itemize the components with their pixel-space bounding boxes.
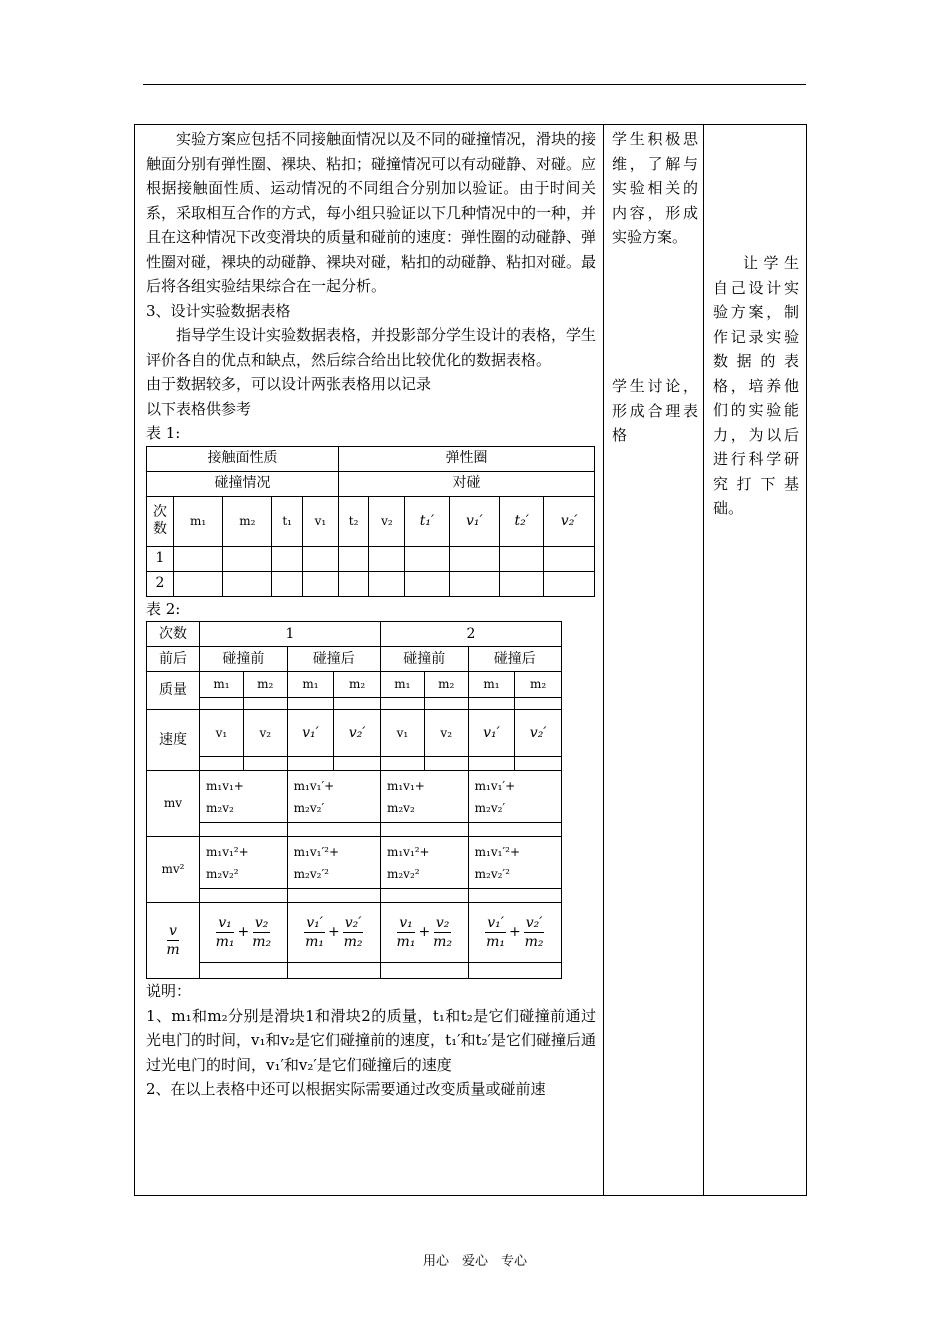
data-table-2 bbox=[146, 621, 562, 979]
expression-line: m₁v₁′+ bbox=[293, 778, 335, 793]
empty-data-cell bbox=[287, 889, 380, 903]
table-header-cell: 次数 bbox=[147, 496, 174, 546]
expression-line: m₁v₁′²+ bbox=[474, 844, 521, 859]
empty-data-cell bbox=[302, 571, 338, 596]
empty-data-cell bbox=[500, 546, 544, 571]
empty-data-cell bbox=[369, 546, 405, 571]
expression-line: m₁v₁+ bbox=[206, 778, 244, 793]
expression-cell bbox=[380, 903, 468, 963]
text-line: 以下表格供参考 bbox=[146, 399, 252, 418]
expression-line: m₁v₁′²+ bbox=[293, 844, 340, 859]
plus-sign: + bbox=[237, 924, 250, 940]
note-text: 1、m₁和m₂分别是滑块1和滑块2的质量，t₁和t₂是它们碰撞前通过光电门的时间，v₁和v₂是它们碰撞前的速度，t₁′和t₂′是它们碰撞后通过光电门的时间，v₁′和v₂′是它们碰撞后的速度 bbox=[146, 1006, 596, 1074]
table-cell: v₁ bbox=[380, 710, 424, 757]
empty-data-cell bbox=[338, 571, 368, 596]
denominator: m bbox=[166, 942, 180, 958]
expression-line: m₂v₂² bbox=[206, 866, 239, 881]
empty-data-cell bbox=[200, 963, 288, 979]
empty-data-cell bbox=[174, 571, 223, 596]
data-table-1 bbox=[146, 446, 595, 597]
row-number-cell: 2 bbox=[147, 571, 174, 596]
column-divider bbox=[603, 125, 604, 1195]
section-heading: 3、设计实验数据表格 bbox=[146, 301, 291, 320]
fraction bbox=[252, 914, 271, 951]
table-cell: mv bbox=[147, 771, 200, 837]
table-cell: m₁ bbox=[287, 672, 334, 698]
empty-data-cell bbox=[243, 757, 287, 771]
text-line: 由于数据较多，可以设计两张表格用以记录 bbox=[146, 375, 432, 393]
expression-cell bbox=[200, 837, 288, 889]
expression-line: m₂v₂² bbox=[386, 866, 420, 881]
paragraph-design: 指导学生设计实验数据表格，并投影部分学生设计的表格，学生评价各自的优点和缺点，然后综合给出比较优化的数据表格。 bbox=[146, 326, 597, 369]
denominator: m₂ bbox=[433, 934, 453, 950]
empty-data-cell bbox=[449, 546, 500, 571]
empty-data-cell bbox=[287, 963, 380, 979]
denominator: m₁ bbox=[396, 934, 416, 950]
table-cell: mv² bbox=[147, 837, 200, 903]
table-cell: m₁ bbox=[380, 672, 424, 698]
table-cell: m₁ bbox=[200, 672, 244, 698]
denominator: m₁ bbox=[215, 934, 235, 950]
expression-line: m₂v₂ bbox=[386, 800, 415, 815]
empty-data-cell bbox=[223, 546, 272, 571]
denominator: m₂ bbox=[524, 934, 544, 950]
expression-cell bbox=[287, 837, 380, 889]
table-cell: v₁′ bbox=[287, 710, 334, 757]
table-cell: 2 bbox=[380, 622, 561, 647]
expression-cell bbox=[287, 771, 380, 823]
empty-data-cell bbox=[544, 571, 595, 596]
empty-data-cell bbox=[200, 757, 244, 771]
empty-data-cell bbox=[380, 889, 468, 903]
empty-data-cell bbox=[243, 698, 287, 710]
fraction bbox=[524, 914, 545, 951]
table-cell: 碰撞后 bbox=[287, 647, 380, 672]
empty-data-cell bbox=[272, 546, 302, 571]
empty-data-cell bbox=[468, 698, 515, 710]
table-cell: 弹性圈 bbox=[338, 446, 594, 471]
empty-data-cell bbox=[338, 546, 368, 571]
table-cell: m₂ bbox=[515, 672, 562, 698]
table2-label: 表 2: bbox=[146, 599, 181, 618]
fraction bbox=[433, 914, 452, 951]
fraction bbox=[397, 914, 416, 951]
expression-cell bbox=[468, 903, 561, 963]
expression-line: m₁v₁′+ bbox=[474, 778, 516, 793]
empty-data-cell bbox=[223, 571, 272, 596]
table-cell: m₂ bbox=[424, 672, 468, 698]
row-number-cell: 1 bbox=[147, 546, 174, 571]
fraction bbox=[304, 914, 325, 951]
table-cell: v₂′ bbox=[515, 710, 562, 757]
numerator: v₂′ bbox=[344, 915, 362, 931]
empty-data-cell bbox=[424, 757, 468, 771]
table-cell: 对碰 bbox=[338, 471, 594, 496]
plus-sign: + bbox=[418, 924, 431, 940]
numerator: v₂ bbox=[435, 915, 450, 931]
empty-data-cell bbox=[272, 571, 302, 596]
expression-line: m₁v₁²+ bbox=[206, 844, 249, 859]
empty-data-cell bbox=[200, 698, 244, 710]
numerator: v₂′ bbox=[525, 915, 543, 931]
numerator: v₁ bbox=[218, 915, 232, 931]
table-cell: 次数 bbox=[147, 622, 200, 647]
empty-data-cell bbox=[200, 823, 288, 837]
empty-data-cell bbox=[174, 546, 223, 571]
table-cell: 碰撞情况 bbox=[147, 471, 339, 496]
expression-line: m₂v₂′ bbox=[293, 800, 325, 815]
denominator: m₁ bbox=[486, 934, 506, 950]
expression-line: m₂v₂′² bbox=[293, 866, 329, 881]
expression-cell bbox=[468, 771, 561, 823]
table1-label: 表 1: bbox=[146, 424, 181, 442]
table-cell: 接触面性质 bbox=[147, 446, 339, 471]
numerator: v₁ bbox=[399, 915, 413, 931]
empty-data-cell bbox=[287, 823, 380, 837]
teaching-content-cell bbox=[146, 127, 596, 1102]
expression-cell bbox=[287, 903, 380, 963]
lesson-table bbox=[134, 124, 807, 1196]
empty-data-cell bbox=[200, 889, 288, 903]
header-rule bbox=[143, 84, 806, 85]
table-header-cell: v₁′ bbox=[449, 496, 500, 546]
note-text: 2、在以上表格中还可以根据实际需要通过改变质量或碰前速 bbox=[146, 1080, 546, 1098]
empty-data-cell bbox=[334, 757, 381, 771]
student-activity-text: 学生讨论，形成合理表格 bbox=[612, 377, 698, 444]
numerator: v₁′ bbox=[306, 915, 323, 931]
empty-data-cell bbox=[405, 571, 449, 596]
table-header-cell: v₁ bbox=[302, 496, 338, 546]
expression-line: m₁v₁+ bbox=[386, 778, 425, 793]
expression-line: m₂v₂′ bbox=[474, 800, 506, 815]
numerator: v₁′ bbox=[487, 915, 504, 931]
empty-data-cell bbox=[468, 757, 515, 771]
empty-data-cell bbox=[515, 757, 562, 771]
table-header-cell: m₁ bbox=[174, 496, 223, 546]
table-cell: m₁ bbox=[468, 672, 515, 698]
denominator: m₂ bbox=[343, 934, 363, 950]
expression-cell bbox=[380, 771, 468, 823]
empty-data-cell bbox=[380, 963, 468, 979]
table-cell: v₂′ bbox=[334, 710, 381, 757]
fraction bbox=[166, 922, 179, 959]
table-cell: v₁′ bbox=[468, 710, 515, 757]
table-cell: 碰撞前 bbox=[380, 647, 468, 672]
table-cell: v₂ bbox=[424, 710, 468, 757]
empty-data-cell bbox=[449, 571, 500, 596]
page-footer: 用心 爱心 专心 bbox=[422, 1254, 527, 1269]
table-header-cell: t₁′ bbox=[405, 496, 449, 546]
table-cell: m₂ bbox=[334, 672, 381, 698]
table-header-cell: t₂′ bbox=[500, 496, 544, 546]
expression-cell bbox=[468, 837, 561, 889]
table-cell: 碰撞前 bbox=[200, 647, 288, 672]
empty-data-cell bbox=[515, 698, 562, 710]
table-header-cell: t₁ bbox=[272, 496, 302, 546]
empty-data-cell bbox=[468, 823, 561, 837]
table-cell: 碰撞后 bbox=[468, 647, 561, 672]
plus-sign: + bbox=[508, 924, 521, 940]
empty-data-cell bbox=[369, 571, 405, 596]
empty-data-cell bbox=[424, 698, 468, 710]
table-header-cell: m₂ bbox=[223, 496, 272, 546]
empty-data-cell bbox=[468, 889, 561, 903]
design-intent-text: 让学生自己设计实验方案，制作记录实验数据的表格，培养他们的实验能力，为以后进行科学研究打下基础。 bbox=[713, 254, 799, 517]
table-cell: v₁ bbox=[200, 710, 244, 757]
numerator: v₂ bbox=[254, 915, 269, 931]
table-cell: 速度 bbox=[147, 710, 200, 771]
table-cell: 质量 bbox=[147, 672, 200, 710]
fraction bbox=[485, 914, 506, 951]
empty-data-cell bbox=[544, 546, 595, 571]
denominator: m₂ bbox=[252, 934, 272, 950]
denominator: m₁ bbox=[305, 934, 325, 950]
fraction bbox=[216, 914, 235, 951]
table-header-cell: v₂ bbox=[369, 496, 405, 546]
expression-cell bbox=[200, 903, 288, 963]
empty-data-cell bbox=[380, 757, 424, 771]
empty-data-cell bbox=[468, 963, 561, 979]
plus-sign: + bbox=[327, 924, 340, 940]
fraction bbox=[343, 914, 364, 951]
column-divider bbox=[703, 125, 704, 1195]
paragraph-plan: 实验方案应包括不同接触面情况以及不同的碰撞情况，滑块的接触面分别有弹性圈、裸块、粘扣；碰撞情况可以有动碰静、对碰。应根据接触面性质、运动情况的不同组合分别加以验证。由于时间关系，采取相互合作的方式，每小组只验证以下几种情况中的一种，并且在这种情况下改变滑块的质量和碰前的速度：弹性圈的动碰静、弹性圈对碰，裸块的动碰静、裸块对碰，粘扣的动碰静、粘扣对碰。最后将各组实验结果综合在一起分析。 bbox=[146, 130, 597, 295]
expression-line: m₂v₂ bbox=[206, 800, 234, 815]
table-cell: 前后 bbox=[147, 647, 200, 672]
table-header-cell: t₂ bbox=[338, 496, 368, 546]
table-cell: 1 bbox=[200, 622, 381, 647]
table-cell: m₂ bbox=[243, 672, 287, 698]
student-activity-text: 学生积极思维，了解与实验相关的内容，形成实验方案。 bbox=[612, 130, 698, 246]
numerator: v bbox=[169, 923, 177, 939]
expression-line: m₁v₁²+ bbox=[386, 844, 430, 859]
empty-data-cell bbox=[405, 546, 449, 571]
empty-data-cell bbox=[380, 823, 468, 837]
table-cell: v₂ bbox=[243, 710, 287, 757]
empty-data-cell bbox=[302, 546, 338, 571]
expression-cell bbox=[380, 837, 468, 889]
expression-line: m₂v₂′² bbox=[474, 866, 510, 881]
table-cell bbox=[147, 903, 200, 979]
empty-data-cell bbox=[380, 698, 424, 710]
notes-label: 说明： bbox=[146, 982, 192, 1000]
table-header-cell: v₂′ bbox=[544, 496, 595, 546]
empty-data-cell bbox=[500, 571, 544, 596]
empty-data-cell bbox=[287, 757, 334, 771]
empty-data-cell bbox=[334, 698, 381, 710]
expression-cell bbox=[200, 771, 288, 823]
empty-data-cell bbox=[287, 698, 334, 710]
